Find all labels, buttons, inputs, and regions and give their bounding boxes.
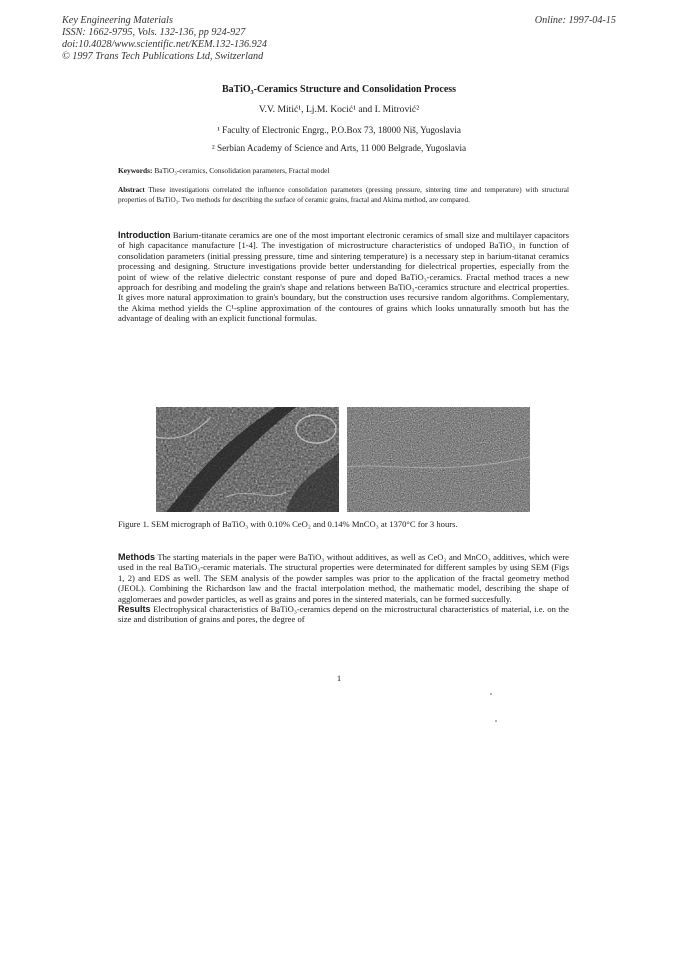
figure-1-caption: Figure 1. SEM micrograph of BaTiO₃ with 0.10% CeO₂ and 0.14% MnCO₃ at 1370°C for 3 hours. bbox=[118, 519, 458, 529]
abstract-label: Abstract bbox=[118, 186, 145, 194]
results-heading: Results bbox=[118, 604, 151, 615]
keywords-text: BaTiO₃-ceramics, Consolidation parameters, Fractal model bbox=[154, 166, 330, 175]
methods-text: The starting materials in the paper were BaTiO₃ without additives, as well as CeO₂ and MnCO₃ additives, which were used in the real BaTiO₃-ceramic materials. The structural properties were determinated for different samples by using SEM (Figs 1, 2) and EDS as well. The SEM analysis of the powder samples was prior to the application of the fractal geometry method (JEOL). Combining the Richardson law and the fractal interpolation method, the mathematic model, describing the shape of agglomeraes and powder particles, as well as grains and pores in the sintered materials, can be formed succesfully. bbox=[118, 552, 569, 604]
figure-1 bbox=[156, 407, 530, 512]
sem-micrograph-left-image bbox=[156, 407, 339, 512]
results-text: Electrophysical characteristics of BaTiO₃-ceramics depend on the microstructural characteristics of material, i.e. on the size and distribution of grains and pores, the degree of bbox=[118, 604, 569, 625]
issn-line: ISSN: 1662-9795, Vols. 132-136, pp 924-927 bbox=[62, 27, 246, 38]
abstract bbox=[118, 185, 569, 205]
affiliation-1: ¹ Faculty of Electronic Engrg., P.O.Box 73, 18000 Niš, Yugoslavia bbox=[217, 125, 461, 135]
methods-section bbox=[118, 552, 569, 625]
doi-line: doi:10.4028/www.scientific.net/KEM.132-136.924 bbox=[62, 39, 267, 50]
journal-header bbox=[62, 15, 392, 63]
introduction-heading: Introduction bbox=[118, 230, 171, 240]
introduction-text: Barium-titanate ceramics are one of the most important electronic ceramics of small size and multilayer capacitors of high capacitance manufacture [1-4]. The investigation of microstructure characteristics of undoped BaTiO₃ in function of consolidation parameters (initial pressing pressure, time and sintering temperature) is a necessary step in barium-titanat ceramics processing and designing. Structure investigations provide better understanding for dielectrical properties, especially from the point of wiew of the relative dielectric constant response of pure and doped BaTiO₃-ceramics. Fractal method traces a new approach for desribing and modeling the grain's shape and relations between BaTiO₃-ceramics structure and electrical properties. It gives more natural approximation to grain's boundary, but the construction uses recursive random algorithms. Complementary, the Akima method yields the C¹-spline approximation of the contoures of grains which looks unnaturally smooth but has the advantage of dealing with an explicit functional formulas. bbox=[118, 230, 569, 324]
sem-micrograph-right bbox=[347, 407, 530, 512]
copyright-line: © 1997 Trans Tech Publications Ltd, Switzerland bbox=[62, 51, 264, 62]
methods-heading: Methods bbox=[118, 552, 155, 562]
sem-micrograph-right-image bbox=[347, 407, 530, 512]
keywords-label: Keywords: bbox=[118, 166, 153, 175]
page-number: 1 bbox=[336, 673, 342, 683]
scan-speck bbox=[495, 720, 497, 722]
sem-micrograph-left bbox=[156, 407, 339, 512]
scan-speck bbox=[490, 693, 492, 695]
keywords bbox=[118, 166, 568, 175]
online-date: Online: 1997-04-15 bbox=[534, 15, 616, 26]
authors: V.V. Mitić¹, Lj.M. Kocić¹ and I. Mitrović² bbox=[258, 104, 420, 115]
affiliation-2: ² Serbian Academy of Science and Arts, 11 000 Belgrade, Yugoslavia bbox=[211, 143, 467, 153]
journal-name: Key Engineering Materials bbox=[62, 15, 173, 26]
introduction-section bbox=[118, 230, 569, 324]
abstract-text: These investigations correlated the influence consolidation parameters (pressing pressure, sintering time and temperature) with structural properties of BaTiO₃. Two methods for describing the surface of ceramic grains, fractal and Akima method, are compared. bbox=[118, 186, 569, 204]
paper-title: BaTiO₃-Ceramics Structure and Consolidation Process bbox=[221, 84, 457, 95]
